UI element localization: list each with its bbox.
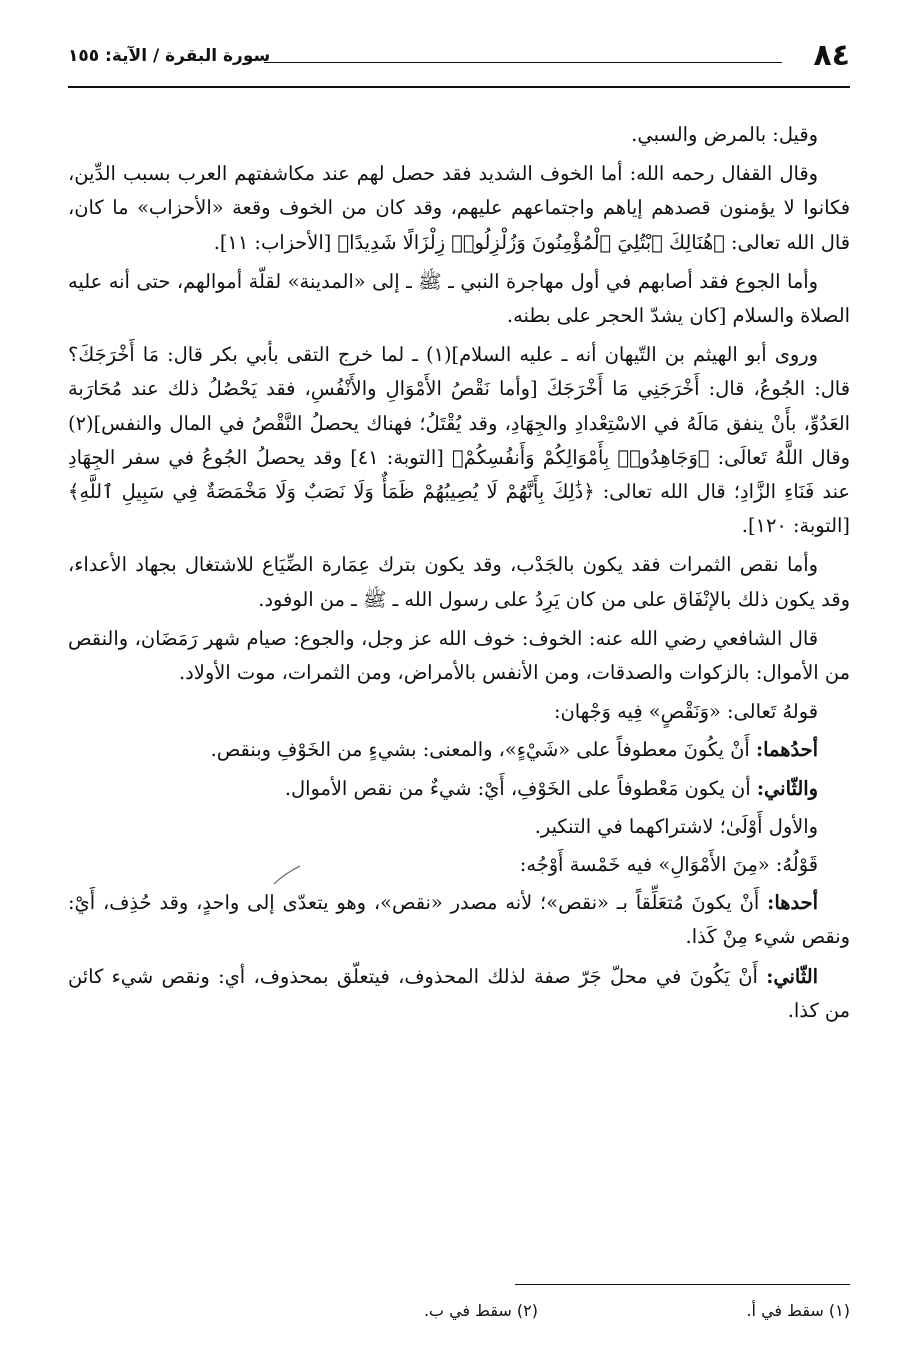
paragraph-5: وأما نقص الثمرات فقد يكون بالجَدْب، وقد يكون بترك عِمَارة الضِّيَاع للاشتغال بجهاد الأعداء، وقد يكون ذلك بالإنْفَاق على من كان يَرِدُ على رسول الله ـ ﷺ ـ من الوفود. <box>68 553 850 611</box>
page-header <box>68 36 850 86</box>
paragraph-9 <box>68 772 850 806</box>
paragraph-13-label: الثّاني: <box>766 964 818 988</box>
paragraph-13 <box>68 960 850 1028</box>
paragraph-1: وقيل: بالمرض والسبي. <box>631 123 818 146</box>
paragraph-7: قولهُ تَعالى: «وَنَقْصٍ» فِيه وَجْهان: <box>553 700 818 724</box>
paragraph-9-text: أن يكون مَعْطوفاً على الخَوْفِ، أَيْ: شيءٌ من نقص الأموال. <box>284 776 757 800</box>
paragraph-3: وأما الجوع فقد أصابهم في أول مهاجرة النبي ـ ﷺ ـ إلى «المدينة» لقلّة أموالهم، حتى أنه عليه الصلاة والسلام [كان يشدّ الحجر على بطنه. <box>68 269 850 328</box>
paragraph-8-label: أحدُهما: <box>755 738 818 762</box>
running-title: سورة البقرة / الآية: ١٥٥ <box>68 46 271 66</box>
stray-pen-mark <box>272 864 302 886</box>
page-number: ٨٤ <box>813 38 850 73</box>
paragraph-11: قَوْلُهُ: «مِنَ الأَمْوَالِ» فيه خَمْسة أَوْجُه: <box>519 853 818 877</box>
paragraph-13-text: أَنْ يَكُونَ في محلّ جَرّ صفة لذلك المحذوف، فيتعلّق بمحذوف، أي: ونقص شيء كائن من كذا. <box>68 964 850 1022</box>
paragraph-10: والأول أَوْلَىٰ؛ لاشتراكهما في التنكير. <box>534 814 818 838</box>
paragraph-12-text: أَنْ يكونَ مُتعَلِّقاً بـ «نقص»؛ لأنه مصدر «نقص»، وهو يتعدّى إلى واحدٍ، وقد حُذِف، أَيْ: ونقص شيء مِنْ كَذا. <box>68 891 850 949</box>
paragraph-4: وروى أبو الهيثم بن التّيهان أنه ـ عليه السلام](١) ـ لما خرج التقى بأبي بكر قال: مَا أَخْرَجَكَ؟ قال: الجُوعُ، قال: أَخْرَجَنِي مَا أَخْرَجَكَ [وأما نَقْصُ الأَمْوَالِ والأَنْفُسِ، فقد يَحْصُلُ ذلك عند مُحَارَبة العَدُوِّ، بأَنْ ينفق مَالَهُ في الاسْتِعْدادِ والجِهَادِ، وقد يُقْتَلُ؛ فهناك يحصلُ النَّقْصُ في المال والنفس](٢) وقال اللَّهُ تَعالَى: ﴿وَجَاهِدُوا۟ بِأَمْوَالِكُمْ وَأَنفُسِكُمْ﴾ [التوبة: ٤١] وقد يحصلُ الجُوعُ في سفر الجِهَادِ عند فَنَاءِ الزَّادِ؛ قال الله تعالى: ﴿ذَٰلِكَ بِأَنَّهُمْ لَا يُصِيبُهُمْ ظَمَأٌ وَلَا نَصَبٌ وَلَا مَخْمَصَةٌ فِي سَبِيلِ ٱللَّهِ﴾ [التوبة: ١٢٠]. <box>68 343 850 538</box>
paragraph-8 <box>68 733 850 767</box>
paragraph-12 <box>68 886 850 954</box>
footnote-separator <box>515 1284 850 1285</box>
footnote-2: (٢) سقط في ب. <box>423 1301 538 1320</box>
footnotes <box>68 1297 850 1327</box>
main-text <box>68 118 850 1033</box>
paragraph-8-text: أَنْ يكُونَ معطوفاً على «شَيْءٍ»، والمعنى: بشيءٍ من الخَوْفِ وبنقص. <box>210 738 756 762</box>
header-dash-line <box>264 62 782 63</box>
paragraph-6: قال الشافعي رضي الله عنه: الخوف: خوف الله عز وجل، والجوع: صيام شهر رَمَضَان، والنقص من الأموال: بالزكوات والصدقات، ومن الأنفس بالأمراض، ومن الثمرات، موت الأولاد. <box>68 626 850 685</box>
header-rule <box>68 86 850 88</box>
footnote-1: (١) سقط في أ. <box>746 1301 850 1320</box>
paragraph-12-label: أحدها: <box>767 891 818 915</box>
paragraph-9-label: والثّاني: <box>756 776 818 800</box>
paragraph-2: وقال القفال رحمه الله: أما الخوف الشديد فقد حصل لهم عند مكاشفتهم العرب بسبب الدِّين، فكانوا لا يؤمنون قصدهم إياهم واجتماعهم عليهم، وقد كان من الخوف وقعة «الأحزاب» ما كان، قال الله تعالى: ﴿هُنَالِكَ ٱبْتُلِيَ ٱلْمُؤْمِنُونَ وَزُلْزِلُوا۟ زِلْزَالًا شَدِيدًا﴾ [الأحزاب: ١١]. <box>68 162 850 254</box>
